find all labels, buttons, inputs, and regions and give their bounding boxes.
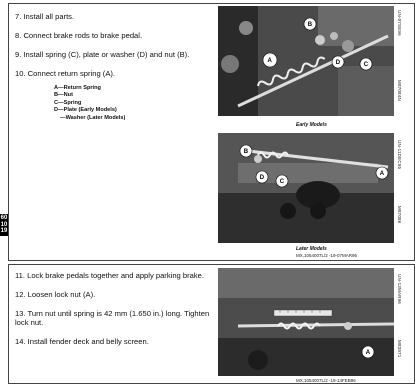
early-figure-code-top: UN-07SE96	[397, 10, 402, 36]
bottom-steps	[15, 271, 220, 356]
step-12: 12. Loosen lock nut (A).	[15, 290, 96, 299]
legend-nut: B—Nut	[54, 92, 73, 99]
later-models-photo	[218, 133, 394, 243]
legend-washer: —Washer (Later Models)	[60, 114, 126, 121]
early-models-caption: Early Models	[296, 122, 327, 128]
parts-legend	[54, 85, 125, 122]
legend-plate: D—Plate (Early Models)	[54, 107, 117, 114]
step-7: 7. Install all parts.	[15, 12, 75, 21]
legend-return-spring: A—Return Spring	[54, 85, 101, 91]
callout-b-later: B	[243, 149, 249, 156]
callout-a-later: A	[379, 171, 385, 178]
callout-c: C	[363, 62, 369, 69]
step-11: 11. Lock brake pedals together and apply parking brake.	[15, 271, 204, 280]
step-10: 10. Connect return spring (A).	[15, 69, 116, 78]
spring-adjust-photo	[218, 268, 394, 376]
callout-b: B	[307, 22, 313, 29]
later-figure-code: M87086	[397, 206, 402, 224]
adjust-figure-ref: MX,1054007L/2 -19-14FEB96	[296, 378, 356, 383]
adjust-figure-code-top: UN-13MAR96	[397, 274, 402, 305]
early-models-photo	[218, 6, 394, 116]
later-figure-code-top: UN-11DEC95	[397, 140, 402, 170]
step-13: 13. Turn nut until spring is 42 mm (1.650 in.) long. Tighten lock nut.	[15, 309, 210, 327]
adjust-figure-code: M83971	[397, 340, 402, 358]
callout-d: D	[335, 60, 341, 67]
callout-d-later: D	[259, 175, 265, 182]
later-figure-ref: MX,1054007L/2 -19-07MAR96	[296, 253, 358, 258]
later-models-caption: Later Models	[296, 246, 327, 252]
section-tab	[0, 214, 8, 236]
callout-c-later: C	[279, 179, 285, 186]
early-figure-code: M87084N	[397, 80, 402, 101]
section-tab-label: 60 10 19	[0, 215, 8, 234]
step-14: 14. Install fender deck and belly screen.	[15, 337, 149, 346]
legend-spring: C—Spring	[54, 99, 82, 106]
top-steps	[15, 12, 189, 88]
callout-a-adjust: A	[365, 350, 371, 357]
step-8: 8. Connect brake rods to brake pedal.	[15, 31, 143, 40]
callout-a: A	[267, 58, 272, 65]
step-9: 9. Install spring (C), plate or washer (D) and nut (B).	[15, 50, 190, 59]
